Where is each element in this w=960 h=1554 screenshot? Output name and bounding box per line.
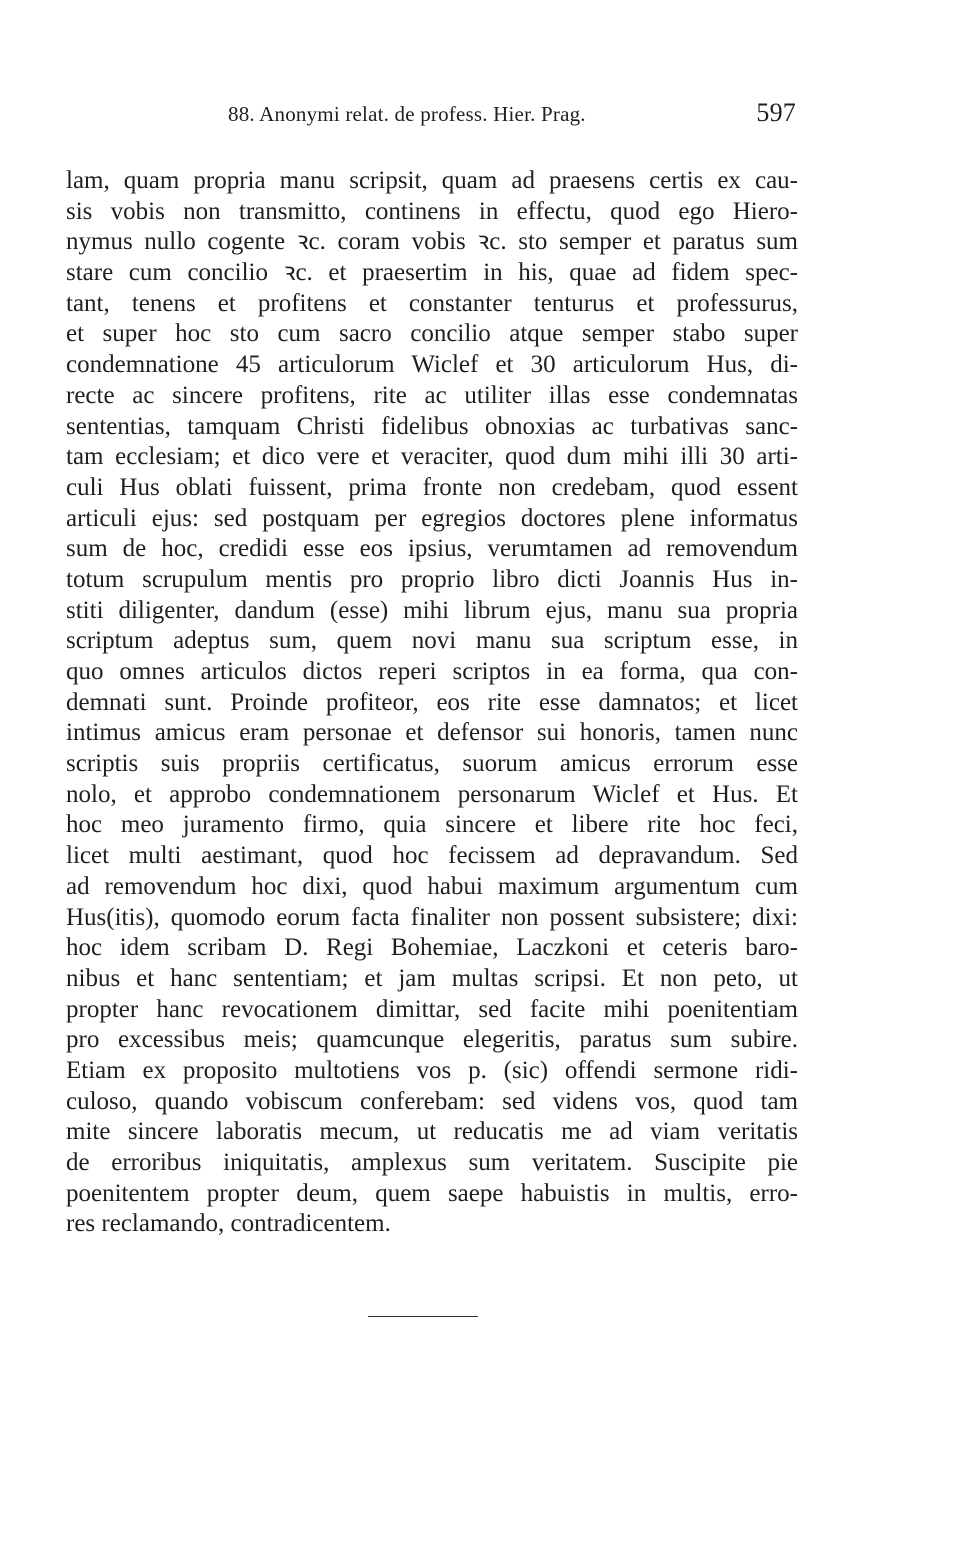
text-line: licet multi aestimant, quod hoc fecissem ad depravandum. Sed xyxy=(66,842,798,870)
page-number: 597 xyxy=(756,98,796,127)
text-line: sententias, tamquam Christi fidelibus obnoxias ac turbativas sanc- xyxy=(66,412,798,440)
body-text xyxy=(66,166,798,1240)
text-line: culi Hus oblati fuissent, prima fronte non credebam, quod essent xyxy=(66,473,798,501)
section-end-rule xyxy=(368,1316,478,1317)
text-line: de erroribus iniquitatis, amplexus sum veritatem. Suscipite pie xyxy=(66,1149,798,1176)
running-title: 88. Anonymi relat. de profess. Hier. Prag. xyxy=(228,102,586,126)
text-line: scriptum adeptus sum, quem novi manu sua scriptum esse, in xyxy=(66,627,798,655)
text-line: hoc idem scribam D. Regi Bohemiae, Laczkoni et ceteris baro- xyxy=(66,934,798,962)
text-line: Hus(itis), quomodo eorum facta finaliter non possent subsistere; dixi: xyxy=(66,903,798,931)
text-line: sis vobis non transmitto, continens in effectu, quod ego Hiero- xyxy=(66,197,798,225)
text-line: nolo, et approbo condemnationem personarum Wiclef et Hus. Et xyxy=(66,780,798,808)
text-line: scriptis suis propriis certificatus, suorum amicus errorum esse xyxy=(66,750,798,778)
text-line: totum scrupulum mentis pro proprio libro dicti Joannis Hus in- xyxy=(66,565,798,593)
text-line: stare cum concilio ꝛc. et praesertim in his, quae ad fidem spec- xyxy=(66,259,798,287)
text-line: culoso, quando vobiscum conferebam: sed videns vos, quod tam xyxy=(66,1087,798,1115)
text-line: recte ac sincere profitens, rite ac utiliter illas esse condemnatas xyxy=(66,381,798,409)
text-line: intimus amicus eram personae et defensor sui honoris, tamen nunc xyxy=(66,719,798,747)
text-line: articuli ejus: sed postquam per egregios doctores plene informatus xyxy=(66,504,798,532)
text-line: demnati sunt. Proinde profiteor, eos rite esse damnatos; et licet xyxy=(66,688,798,716)
text-line: mite sincere laboratis mecum, ut reducatis me ad viam veritatis xyxy=(66,1118,798,1146)
text-line: stiti diligenter, dandum (esse) mihi librum ejus, manu sua propria xyxy=(66,596,798,624)
running-head xyxy=(66,98,798,134)
text-line: pro excessibus meis; quamcunque elegeritis, paratus sum subire. xyxy=(66,1026,798,1054)
text-line: tant, tenens et profitens et constanter tenturus et professurus, xyxy=(66,289,798,317)
text-line: res reclamando, contradicentem. xyxy=(66,1210,391,1238)
text-line: et super hoc sto cum sacro concilio atque semper stabo super xyxy=(66,320,798,348)
text-line: ad removendum hoc dixi, quod habui maximum argumentum cum xyxy=(66,872,798,900)
text-line: quo omnes articulos dictos reperi scriptos in ea forma, qua con- xyxy=(66,658,798,685)
text-line: hoc meo juramento firmo, quia sincere et libere rite hoc feci, xyxy=(66,811,798,839)
text-line: poenitentem propter deum, quem saepe habuistis in multis, erro- xyxy=(66,1179,798,1207)
text-line: condemnatione 45 articulorum Wiclef et 30 articulorum Hus, di- xyxy=(66,351,798,379)
text-line: sum de hoc, credidi esse eos ipsius, verumtamen ad removendum xyxy=(66,535,798,563)
text-line: lam, quam propria manu scripsit, quam ad praesens certis ex cau- xyxy=(66,167,798,194)
text-line: propter hanc revocationem dimittar, sed facite mihi poenitentiam xyxy=(66,995,798,1023)
text-line: nibus et hanc sententiam; et jam multas scripsi. Et non peto, ut xyxy=(66,964,798,992)
text-line: Etiam ex proposito multotiens vos p. (sic) offendi sermone ridi- xyxy=(66,1056,798,1084)
text-line: tam ecclesiam; et dico vere et veraciter, quod dum mihi illi 30 arti- xyxy=(66,443,798,471)
text-line: nymus nullo cogente ꝛc. coram vobis ꝛc. sto semper et paratus sum xyxy=(66,228,798,256)
